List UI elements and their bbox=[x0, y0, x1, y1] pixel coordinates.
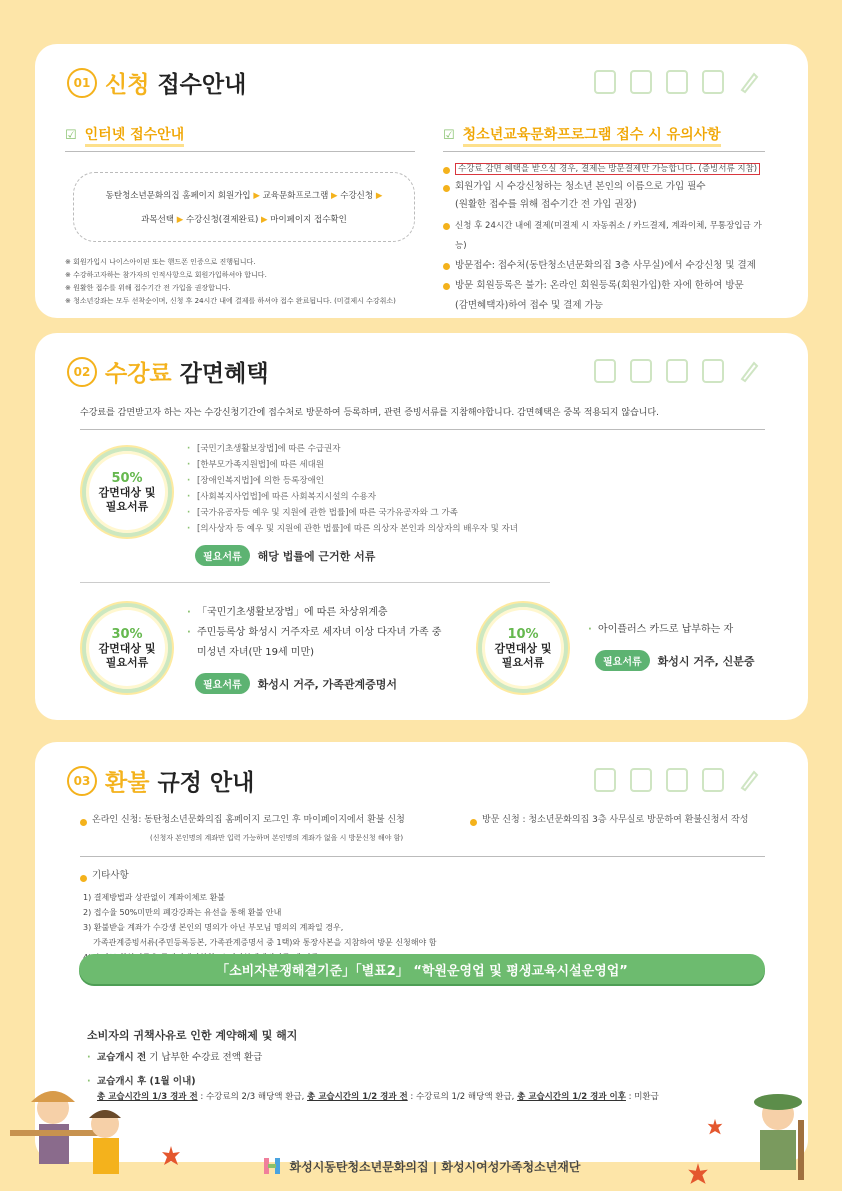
divider bbox=[443, 151, 765, 152]
discount-30-circle: 30% 감면대상 및 필요서류 bbox=[82, 603, 172, 693]
apply-flow-line-1: 동탄청소년문화의집 홈페이지 회원가입 ▶ 교육문화프로그램 ▶ 수강신청 ▶ bbox=[105, 191, 383, 201]
decorative-icons bbox=[594, 70, 760, 94]
arrow-icon: ▶ bbox=[260, 215, 268, 225]
cancel-heading: 소비자의 귀책사유로 인한 계약해제 및 해지 bbox=[87, 1029, 298, 1042]
footer bbox=[0, 1156, 842, 1176]
online-apply-heading: ☑ 인터넷 접수안내 bbox=[65, 124, 184, 147]
discount-10-docs: 필요서류 화성시 거주, 신분증 bbox=[595, 650, 755, 671]
book-icon bbox=[702, 768, 724, 792]
section-number-badge: 02 bbox=[67, 357, 97, 387]
caution-item-highlight: 수강료 감면 혜택을 받으실 경우, 결제는 방문결제만 가능합니다. (증빙서류 지참) bbox=[443, 160, 773, 178]
pencil-icon bbox=[738, 359, 760, 383]
house-icon bbox=[666, 359, 688, 383]
apply-notes: ※ 회원가입시 나이스아이핀 또는 핸드폰 인증으로 진행됩니다. ※ 수강하고자하는 참가자의 인적사항으로 회원가입하셔야 합니다. ※ 원활한 접수를 위해 접수기간 전 가입을 권장합니다. ※ 청소년강좌는 모두 선착순이며, 신청 후 24시간 내에 결제를 하셔야 접수 완료됩니다. (미결제시 수강취소) bbox=[65, 258, 396, 305]
divider bbox=[80, 856, 765, 857]
maple-leaf-icon bbox=[706, 1118, 724, 1136]
section-2-header bbox=[67, 355, 269, 388]
required-docs-pill: 필요서류 bbox=[595, 650, 650, 671]
caution-item: 방문접수: 접수처(동탄청소년문화의집 3층 사무실)에서 수강신청 및 결제 bbox=[443, 256, 773, 276]
arrow-icon: ▶ bbox=[176, 215, 184, 225]
section-number-badge: 01 bbox=[67, 68, 97, 98]
checkbox-icon: ☑ bbox=[443, 128, 455, 143]
house-icon bbox=[666, 70, 688, 94]
list-item: · 교습개시 전 기 납부한 수강료 전액 환급 bbox=[87, 1048, 262, 1068]
discount-30-list: · 「국민기초생활보장법」에 따른 차상위계층 · 주민등록상 화성시 거주자로 세자녀 이상 다자녀 가족 중 미성년 자녀(만 19세 미만) bbox=[187, 603, 441, 663]
discount-50-circle: 50% 감면대상 및 필요서류 bbox=[82, 447, 172, 537]
section-1-header bbox=[67, 66, 246, 99]
section-refund-card bbox=[35, 742, 808, 1162]
caution-list bbox=[443, 160, 773, 316]
arrow-icon: ▶ bbox=[375, 191, 383, 201]
caution-heading: ☑ 청소년교육문화프로그램 접수 시 유의사항 bbox=[443, 124, 721, 147]
discount-30-docs: 필요서류 화성시 거주, 가족관계증명서 bbox=[195, 673, 397, 694]
discount-10-circle: 10% 감면대상 및 필요서류 bbox=[478, 603, 568, 693]
section-number-badge: 03 bbox=[67, 766, 97, 796]
divider bbox=[80, 429, 765, 430]
foundation-logo-icon bbox=[262, 1156, 282, 1176]
copy-icon bbox=[630, 768, 652, 792]
section-apply-card bbox=[35, 44, 808, 318]
section-title: 환불 규정 안내 bbox=[105, 770, 255, 796]
list-item: · 교습개시 후 (1월 이내) bbox=[87, 1072, 262, 1092]
copy-icon bbox=[630, 70, 652, 94]
copy-icon bbox=[630, 359, 652, 383]
pencil-icon bbox=[738, 768, 760, 792]
caution-item: 신청 후 24시간 내에 결제(미결제 시 자동취소 / 카드결제, 계좌이체, 무통장입금 가능) bbox=[443, 216, 773, 256]
list-item: · 주민등록상 화성시 거주자로 세자녀 이상 다자녀 가족 중 미성년 자녀(만 19세 미만) bbox=[187, 623, 441, 663]
caution-item: 방문 회원등록은 불가: 온라인 회원등록(회원가입)한 자에 한하여 방문 (감면혜택자)하여 접수 및 결제 가능 bbox=[443, 276, 773, 316]
house-icon bbox=[666, 768, 688, 792]
section-title: 신청 접수안내 bbox=[105, 72, 247, 98]
arrow-icon: ▶ bbox=[253, 191, 260, 201]
discount-10-list: · 아이플러스 카드로 납부하는 자 bbox=[588, 622, 733, 638]
online-refund: 온라인 신청: 동탄청소년문화의집 홈페이지 로그인 후 마이페이지에서 환불 신청 bbox=[80, 812, 405, 828]
required-docs-pill: 필요서류 bbox=[195, 673, 250, 694]
decorative-icons bbox=[594, 359, 760, 383]
divider bbox=[80, 582, 550, 583]
section-title: 수강료 감면혜택 bbox=[105, 361, 269, 387]
refund-standard-banner: 「소비자분쟁해결기준」「별표2」 “학원운영업 및 평생교육시설운영업” bbox=[79, 954, 765, 984]
book-icon bbox=[702, 70, 724, 94]
decorative-icons bbox=[594, 768, 760, 792]
pencil-icon bbox=[738, 70, 760, 94]
calculator-icon bbox=[594, 70, 616, 94]
required-docs-pill: 필요서류 bbox=[195, 545, 250, 566]
calculator-icon bbox=[594, 768, 616, 792]
discount-intro: 수강료를 감면받고자 하는 자는 수강신청기간에 접수처로 방문하여 등록하며, 관련 증빙서류를 지참해야합니다. 감면혜택은 중복 적용되지 않습니다. bbox=[80, 408, 659, 418]
calculator-icon bbox=[594, 359, 616, 383]
online-refund-note: (신청자 본인명의 계좌만 입력 가능하며 본인명의 계좌가 없을 시 방문신청 해야 함) bbox=[150, 834, 404, 842]
apply-flow-line-2: 과목선택 ▶ 수강신청(결제완료) ▶ 마이페이지 접수확인 bbox=[141, 215, 347, 225]
divider bbox=[65, 151, 415, 152]
footer-org: 화성시동탄청소년문화의집 | 화성시여성가족청소년재단 bbox=[289, 1159, 581, 1174]
discount-50-list: · [국민기초생활보장법]에 따른 수급권자 · [한부모가족지원법]에 따른 세대원 · [장애인복지법]에 의한 등록장애인 · [사회복지사업법]에 따른 사회복지시설의 수용자 · [국가유공자등 예우 및 지원에 관한 법률]에 따른 국가유공자와 그 가족 · [의사상자 등 예우 및 지원에 관한 법률]에 따른 의상자 본인과 의상자의 배우자 및 자녀 bbox=[187, 441, 518, 537]
checkbox-icon: ☑ bbox=[65, 128, 77, 143]
etc-heading: 기타사항 bbox=[80, 868, 129, 884]
section-3-header bbox=[67, 764, 254, 797]
etc-list: 1) 결제방법과 상관없이 계좌이체로 환불 2) 접수율 50%미만의 폐강강좌는 유선을 통해 환불 안내 3) 환불받을 계좌가 수강생 본인의 명의가 아닌 부모님 명의의 계좌일 경우, 가족관계증빙서류(주민등록등본, 가족관계증명서 중 1택)와 통장사본을 지참하여 방문 신청해야 함 bbox=[83, 893, 437, 947]
caution-item: 회원가입 시 수강신청하는 청소년 본인의 이름으로 가입 필수 (원활한 접수를 위해 접수기간 전 가입 권장) bbox=[443, 178, 773, 214]
book-icon bbox=[702, 359, 724, 383]
after-detail: 총 교습시간의 1/3 경과 전 : 수강료의 2/3 해당액 환급, 총 교습시간의 1/2 경과 전 : 수강료의 1/2 해당액 환급, 총 교습시간의 1/2 경과 이후 : 미환급 bbox=[97, 1092, 659, 1102]
apply-flow-box bbox=[73, 172, 415, 242]
arrow-icon: ▶ bbox=[331, 191, 338, 201]
visit-refund: 방문 신청 : 청소년문화의집 3층 사무실로 방문하여 환불신청서 작성 bbox=[470, 812, 748, 828]
section-discount-card bbox=[35, 333, 808, 720]
discount-50-docs: 필요서류 해당 법률에 근거한 서류 bbox=[195, 545, 375, 566]
